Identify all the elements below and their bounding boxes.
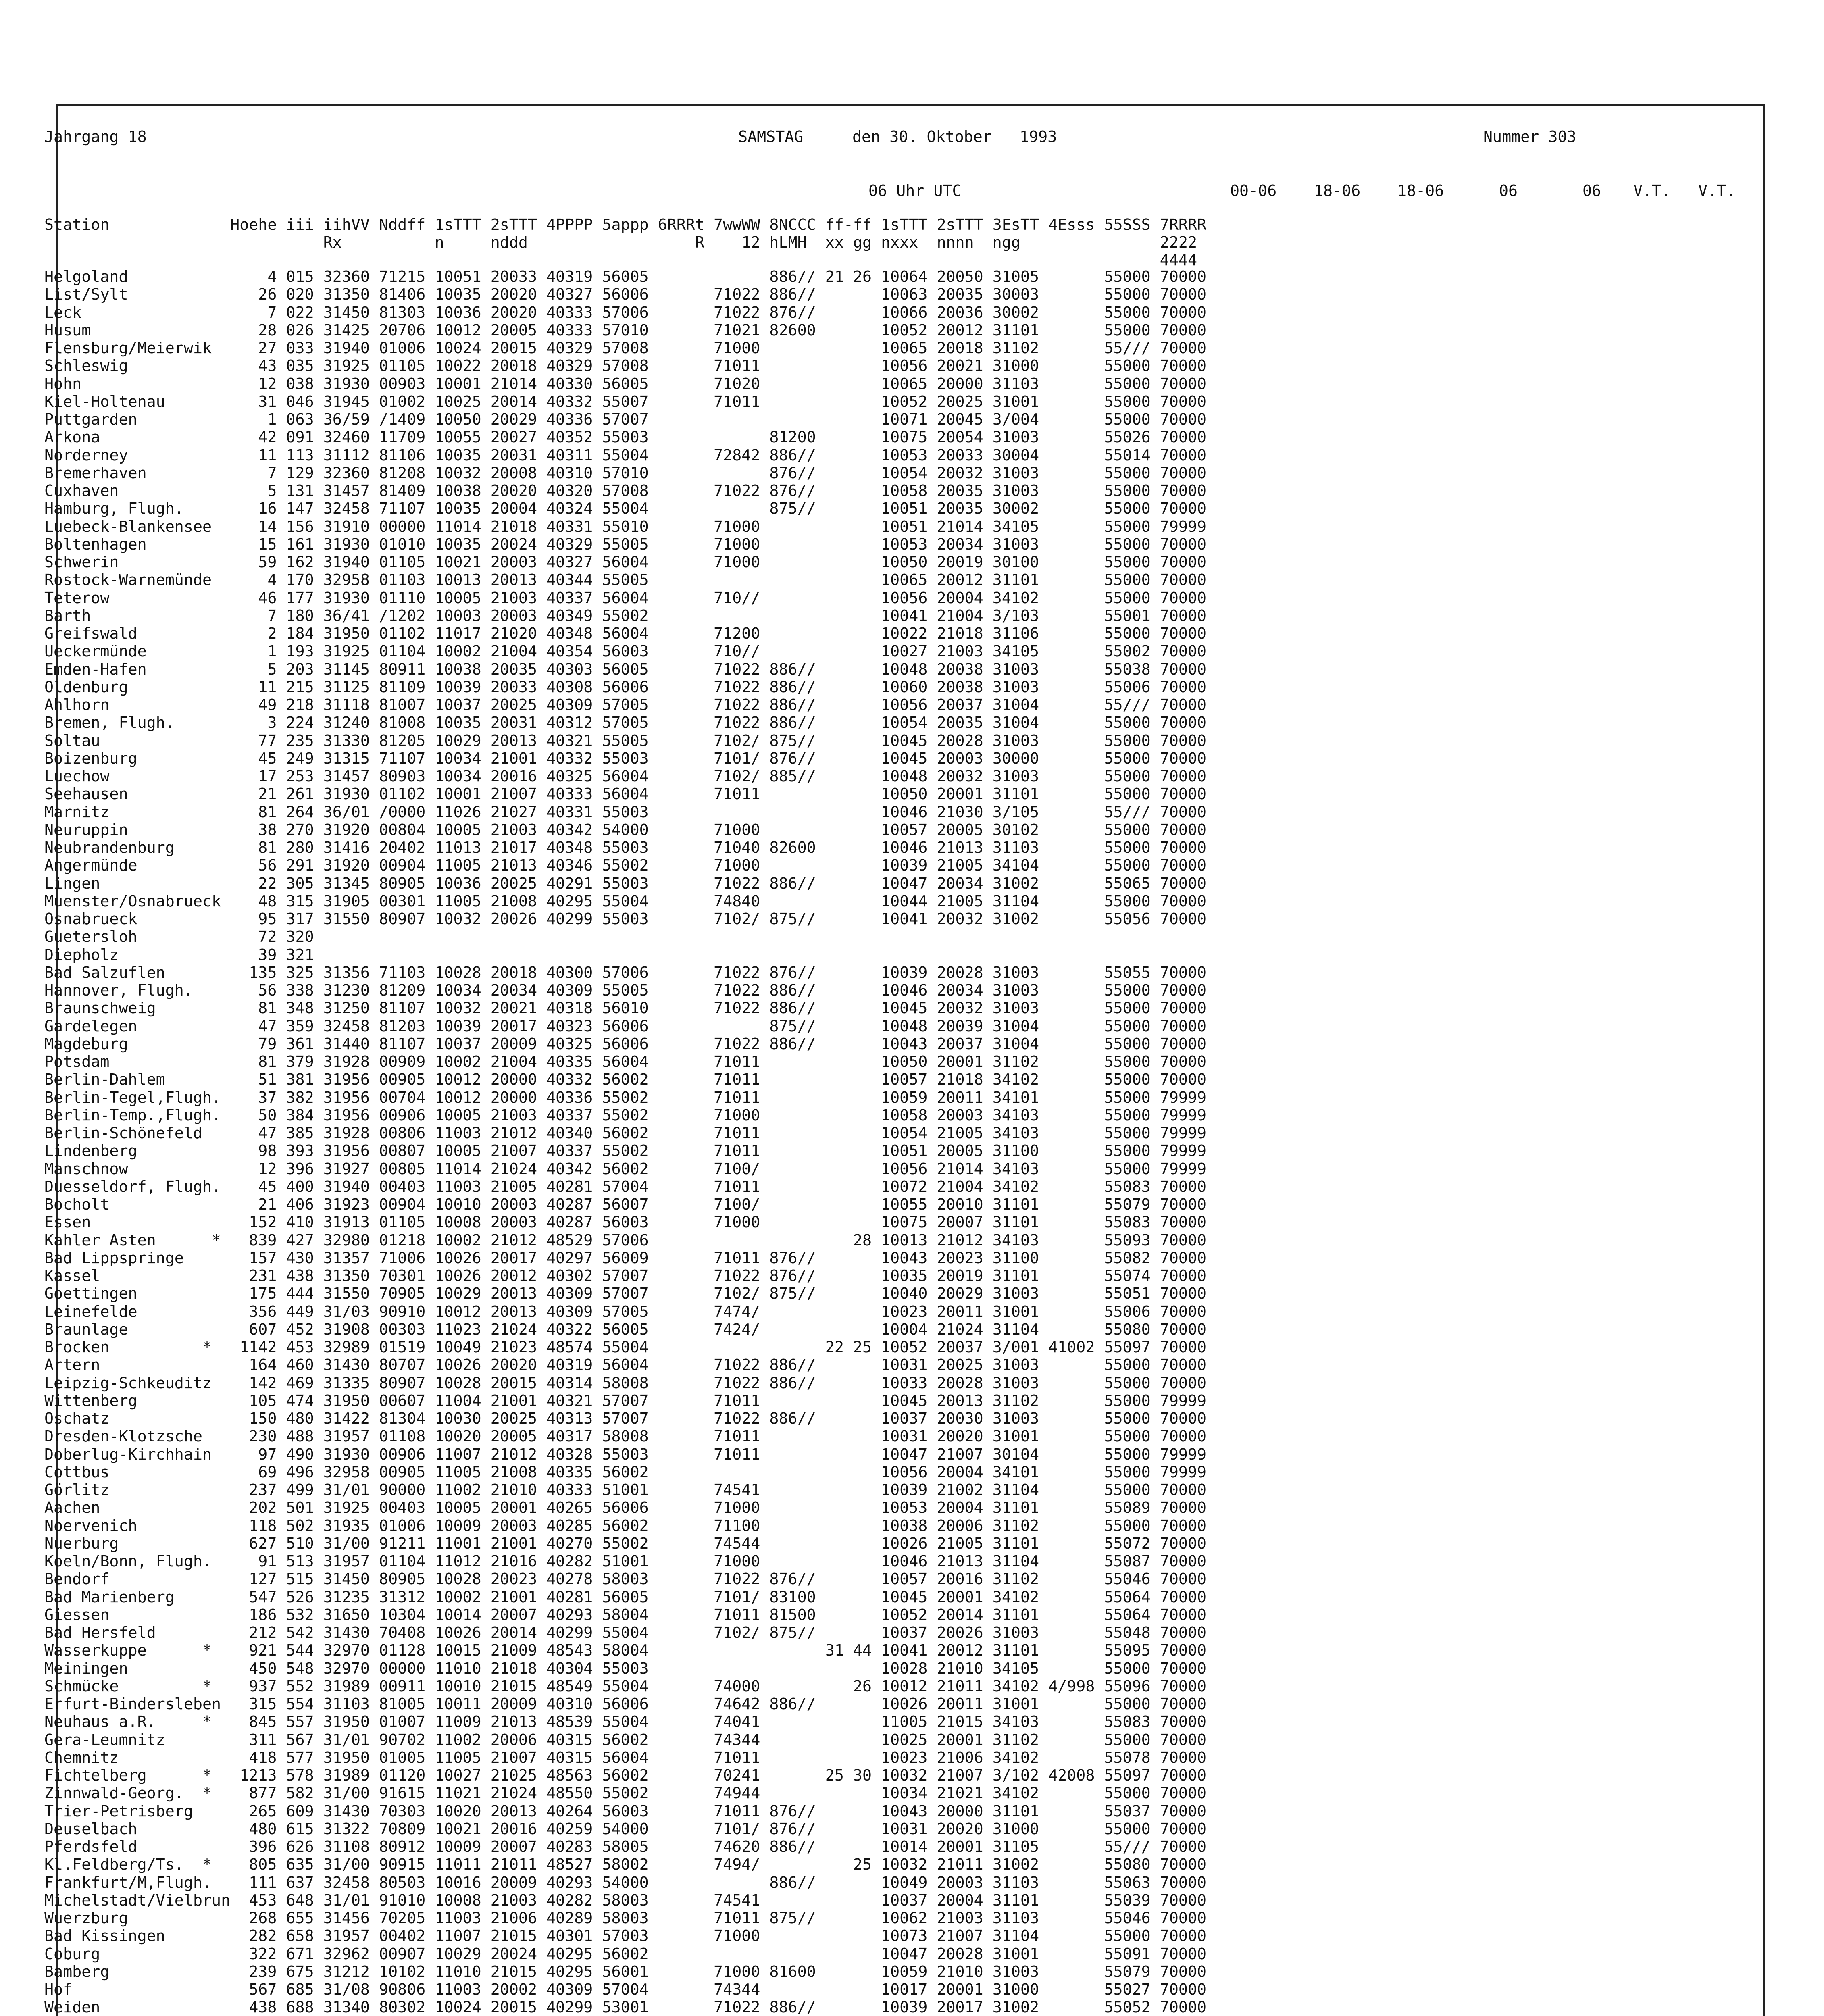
table-row: Muenster/Osnabrueck 48 315 31905 00301 11005 21008 40295 55004 74840 10044 21005 31104 55000 70000 xyxy=(44,892,1207,910)
column-header-row: Rx n nddd R 12 hLMH xx gg nxxx nnnn ngg 2222 xyxy=(44,233,1197,252)
table-row: Frankfurt/M,Flugh. 111 637 32458 80503 10016 20009 40293 54000 886// 10049 20003 31103 55063 70000 xyxy=(44,1873,1207,1892)
table-row: Kl.Feldberg/Ts. * 805 635 31/00 90915 11011 21011 48527 58002 7494/ 25 10032 21011 31002 55080 70000 xyxy=(44,1856,1207,1874)
table-row: Schmücke * 937 552 31989 00911 10010 21015 48549 55004 74000 26 10012 21011 34102 4/998 55096 70000 xyxy=(44,1677,1207,1695)
table-row: Soltau 77 235 31330 81205 10029 20013 40321 55005 7102/ 875// 10045 20028 31003 55000 70000 xyxy=(44,731,1207,750)
table-row: Lingen 22 305 31345 80905 10036 20025 40291 55003 71022 886// 10047 20034 31002 55065 70000 xyxy=(44,874,1207,893)
table-row: Bremerhaven 7 129 32360 81208 10032 20008 40310 57010 876// 10054 20032 31003 55000 70000 xyxy=(44,464,1207,482)
table-row: Wuerzburg 268 655 31456 70205 11003 21006 40289 58003 71011 875// 10062 21003 31103 55046 70000 xyxy=(44,1909,1207,1927)
table-row: Noervenich 118 502 31935 01006 10009 20003 40285 56002 71100 10038 20006 31102 55000 70000 xyxy=(44,1516,1207,1535)
table-row: Hannover, Flugh. 56 338 31230 81209 10034 20034 40309 55005 71022 886// 10046 20034 31003 55000 70000 xyxy=(44,981,1207,1000)
table-row: Marnitz 81 264 36/01 /0000 11026 21027 40331 55003 10046 21030 3/105 55/// 70000 xyxy=(44,803,1207,821)
table-row: Neubrandenburg 81 280 31416 20402 11013 21017 40348 55003 71040 82600 10046 21013 31103 55000 70000 xyxy=(44,839,1207,857)
table-row: Flensburg/Meierwik 27 033 31940 01006 10024 20015 40329 57008 71000 10065 20018 31102 55/// 70000 xyxy=(44,339,1207,357)
table-row: Bad Salzuflen 135 325 31356 71103 10028 20018 40300 57006 71022 876// 10039 20028 31003 55055 70000 xyxy=(44,963,1207,982)
obs-time-label: 06 Uhr UTC xyxy=(868,182,962,200)
table-row: Schleswig 43 035 31925 01105 10022 20018 40329 57008 71011 10056 20021 31000 55000 70000 xyxy=(44,357,1207,375)
table-row: Wasserkuppe * 921 544 32970 01128 10015 21009 48543 58004 31 44 10041 20012 31101 55095 70000 xyxy=(44,1641,1207,1660)
table-row: Berlin-Tegel,Flugh. 37 382 31956 00704 10012 20000 40336 55002 71011 10059 20011 34101 55000 79999 xyxy=(44,1088,1207,1107)
table-row: Gardelegen 47 359 32458 81203 10039 20017 40323 56006 875// 10048 20039 31004 55000 70000 xyxy=(44,1017,1207,1035)
table-row: Bremen, Flugh. 3 224 31240 81008 10035 20031 40312 57005 71022 886// 10054 20035 31004 55000 70000 xyxy=(44,714,1207,732)
table-row: Ueckermünde 1 193 31925 01104 10002 21004 40354 56003 710// 10027 21003 34105 55002 70000 xyxy=(44,642,1207,661)
table-row: Cottbus 69 496 32958 00905 11005 21008 40335 56002 10056 20004 34101 55000 79999 xyxy=(44,1463,1207,1481)
table-row: Berlin-Temp.,Flugh. 50 384 31956 00906 10005 21003 40337 55002 71000 10058 20003 34103 55000 79999 xyxy=(44,1106,1207,1125)
table-row: Emden-Hafen 5 203 31145 80911 10038 20035 40303 56005 71022 886// 10048 20038 31003 55038 70000 xyxy=(44,660,1207,679)
table-row: List/Sylt 26 020 31350 81406 10035 20020 40327 56006 71022 886// 10063 20035 30003 55000 70000 xyxy=(44,285,1207,304)
report-header xyxy=(44,128,1576,146)
table-row: Giessen 186 532 31650 10304 10014 20007 40293 58004 71011 81500 10052 20014 31101 55064 70000 xyxy=(44,1606,1207,1624)
table-row: Arkona 42 091 32460 11709 10055 20027 40352 55003 81200 10075 20054 31003 55026 70000 xyxy=(44,428,1207,447)
table-row: Ahlhorn 49 218 31118 81007 10037 20025 40309 57005 71022 886// 10056 20037 31004 55/// 70000 xyxy=(44,696,1207,714)
column-header-row: 4444 xyxy=(44,251,1197,269)
table-row: Husum 28 026 31425 20706 10012 20005 40333 57010 71021 82600 10052 20012 31101 55000 70000 xyxy=(44,321,1207,339)
table-row: Neuhaus a.R. * 845 557 31950 01007 11009 21013 48539 55004 74041 11005 21015 34103 55083 70000 xyxy=(44,1713,1207,1731)
table-row: Bendorf 127 515 31450 80905 10028 20023 40278 58003 71022 876// 10057 20016 31102 55046 70000 xyxy=(44,1570,1207,1589)
table-row: Hof 567 685 31/08 90806 11003 20002 40309 57004 74344 10017 20001 31000 55027 70000 xyxy=(44,1981,1207,1999)
table-row: Lindenberg 98 393 31956 00807 10005 21007 40337 55002 71011 10051 20005 31100 55000 79999 xyxy=(44,1142,1207,1160)
table-row: Manschnow 12 396 31927 00805 11014 21024 40342 56002 7100/ 10056 21014 34103 55000 79999 xyxy=(44,1160,1207,1178)
table-row: Chemnitz 418 577 31950 01005 11005 21007 40315 56004 71011 10023 21006 34102 55078 70000 xyxy=(44,1748,1207,1767)
table-row: Zinnwald-Georg. * 877 582 31/00 91615 11021 21024 48550 55002 74944 10034 21021 34102 55000 70000 xyxy=(44,1784,1207,1803)
table-row: Luechow 17 253 31457 80903 10034 20016 40325 56004 7102/ 885// 10048 20032 31003 55000 70000 xyxy=(44,767,1207,785)
table-row: Fichtelberg * 1213 578 31989 01120 10027 21025 48563 56002 70241 25 30 10032 21007 3/102 42008 55097 70000 xyxy=(44,1766,1207,1785)
table-row: Wittenberg 105 474 31950 00607 11004 21001 40321 57007 71011 10045 20013 31102 55000 79999 xyxy=(44,1391,1207,1410)
table-row: Coburg 322 671 32962 00907 10029 20024 40295 56002 10047 20028 31001 55091 70000 xyxy=(44,1945,1207,1963)
table-row: Duesseldorf, Flugh. 45 400 31940 00403 11003 21005 40281 57004 71011 10072 21004 34102 55083 70000 xyxy=(44,1177,1207,1196)
table-row: Boltenhagen 15 161 31930 01010 10035 20024 40329 55005 71000 10053 20034 31003 55000 70000 xyxy=(44,535,1207,554)
table-row: Weiden 438 688 31340 80302 10024 20015 40299 53001 71022 886// 10039 20017 31002 55052 70000 xyxy=(44,1998,1207,2016)
table-row: Koeln/Bonn, Flugh. 91 513 31957 01104 11012 21016 40282 51001 71000 10046 21013 31104 55087 70000 xyxy=(44,1552,1207,1570)
vt-label-1: V.T. xyxy=(1633,182,1671,200)
table-row: Meiningen 450 548 32970 00000 11010 21018 40304 55003 10028 21010 34105 55000 70000 xyxy=(44,1659,1207,1678)
table-row: Rostock-Warnemünde 4 170 32958 01103 10013 20013 40344 55005 10065 20012 31101 55000 70000 xyxy=(44,571,1207,589)
table-row: Puttgarden 1 063 36/59 /1409 10050 20029 40336 57007 10071 20045 3/004 55000 70000 xyxy=(44,410,1207,429)
table-row: Potsdam 81 379 31928 00909 10002 21004 40335 56004 71011 10050 20001 31102 55000 70000 xyxy=(44,1053,1207,1071)
table-row: Bad Marienberg 547 526 31235 31312 10002 21001 40281 56005 7101/ 83100 10045 20001 34102 55064 70000 xyxy=(44,1588,1207,1606)
table-row: Greifswald 2 184 31950 01102 11017 21020 40348 56004 71200 10022 21018 31106 55000 70000 xyxy=(44,625,1207,643)
table-row: Goettingen 175 444 31550 70905 10029 20013 40309 57007 7102/ 875// 10040 20029 31003 55051 70000 xyxy=(44,1285,1207,1303)
table-row: Berlin-Schönefeld 47 385 31928 00806 11003 21012 40340 56002 71011 10054 21005 34103 55000 79999 xyxy=(44,1124,1207,1142)
period-06-a: 06 xyxy=(1499,182,1518,200)
table-row: Braunlage 607 452 31908 00303 11023 21024 40322 56005 7424/ 10004 21024 31104 55080 70000 xyxy=(44,1320,1207,1339)
table-row: Erfurt-Bindersleben 315 554 31103 81005 10011 20009 40310 56006 74642 886// 10026 20011 31001 55000 70000 xyxy=(44,1695,1207,1713)
table-row: Bamberg 239 675 31212 10102 11010 21015 40295 56001 71000 81600 10059 21010 31003 55079 70000 xyxy=(44,1962,1207,1981)
table-row: Doberlug-Kirchhain 97 490 31930 00906 11007 21012 40328 55003 71011 10047 21007 30104 55000 79999 xyxy=(44,1445,1207,1464)
table-row: Essen 152 410 31913 01105 10008 20003 40287 56003 71000 10075 20007 31101 55083 70000 xyxy=(44,1213,1207,1232)
table-row: Neuruppin 38 270 31920 00804 10005 21003 40342 54000 71000 10057 20005 30102 55000 70000 xyxy=(44,821,1207,839)
table-row: Brocken * 1142 453 32989 01519 10049 21023 48574 55004 22 25 10052 20037 3/001 41002 55097 70000 xyxy=(44,1338,1207,1356)
table-row: Bocholt 21 406 31923 00904 10010 20003 40287 56007 7100/ 10055 20010 31101 55079 70000 xyxy=(44,1195,1207,1214)
table-row: Michelstadt/Vielbrun 453 648 31/01 91010 10008 21003 40282 58003 74541 10037 20004 31101 55039 70000 xyxy=(44,1891,1207,1910)
table-row: Schwerin 59 162 31940 01105 10021 20003 40327 56004 71000 10050 20019 30100 55000 70000 xyxy=(44,553,1207,571)
table-row: Hamburg, Flugh. 16 147 32458 71107 10035 20004 40324 55004 875// 10051 20035 30002 55000 70000 xyxy=(44,500,1207,518)
table-row: Görlitz 237 499 31/01 90000 11002 21010 40333 51001 74541 10039 21002 31104 55000 70000 xyxy=(44,1481,1207,1499)
table-row: Magdeburg 79 361 31440 81107 10037 20009 40325 56006 71022 886// 10043 20037 31004 55000 70000 xyxy=(44,1035,1207,1053)
column-header-row: Station Hoehe iii iihVV Nddff 1sTTT 2sTTT 4PPPP 5appp 6RRRt 7wwWW 8NCCC ff-ff 1sTTT 2sTTT 3EsTT 4Esss 55SSS 7RRRR xyxy=(44,216,1207,234)
table-row: Kahler Asten * 839 427 32980 01218 10002 21012 48529 57006 28 10013 21012 34103 55093 70000 xyxy=(44,1231,1207,1250)
jahrgang-label: Jahrgang 18 xyxy=(44,128,147,146)
table-row: Deuselbach 480 615 31322 70809 10021 20016 40259 54000 7101/ 876// 10031 20020 31000 55000 70000 xyxy=(44,1820,1207,1838)
table-row: Oldenburg 11 215 31125 81109 10039 20033 40308 56006 71022 886// 10060 20038 31003 55006 70000 xyxy=(44,678,1207,696)
table-row: Angermünde 56 291 31920 00904 11005 21013 40346 55002 71000 10039 21005 34104 55000 70000 xyxy=(44,856,1207,875)
table-row: Kiel-Holtenau 31 046 31945 01002 10025 20014 40332 55007 71011 10052 20025 31001 55000 70000 xyxy=(44,392,1207,411)
table-row: Oschatz 150 480 31422 81304 10030 20025 40313 57007 71022 886// 10037 20030 31003 55000 70000 xyxy=(44,1410,1207,1428)
table-row: Leinefelde 356 449 31/03 90910 10012 20013 40309 57005 7474/ 10023 20011 31001 55006 70000 xyxy=(44,1302,1207,1321)
table-row: Barth 7 180 36/41 /1202 10003 20003 40349 55002 10041 21004 3/103 55001 70000 xyxy=(44,606,1207,625)
weekday-label: SAMSTAG xyxy=(738,128,804,146)
date-label: den 30. Oktober 1993 xyxy=(852,128,1057,146)
table-row: Leipzig-Schkeuditz 142 469 31335 80907 10028 20015 40314 58008 71022 886// 10033 20028 31003 55000 70000 xyxy=(44,1374,1207,1392)
period-18-06-b: 18-06 xyxy=(1397,182,1444,200)
table-row: Boizenburg 45 249 31315 71107 10034 21001 40332 55003 7101/ 876// 10045 20003 30000 55000 70000 xyxy=(44,749,1207,768)
table-row: Berlin-Dahlem 51 381 31956 00905 10012 20000 40332 56002 71011 10057 21018 34102 55000 70000 xyxy=(44,1070,1207,1089)
table-row: Norderney 11 113 31112 81106 10035 20031 40311 55004 72842 886// 10053 20033 30004 55014 70000 xyxy=(44,446,1207,464)
issue-number: Nummer 303 xyxy=(1483,128,1576,146)
period-18-06-a: 18-06 xyxy=(1314,182,1361,200)
period-00-06: 00-06 xyxy=(1230,182,1277,200)
vt-label-2: V.T. xyxy=(1698,182,1736,200)
table-row: Aachen 202 501 31925 00403 10005 20001 40265 56006 71000 10053 20004 31101 55089 70000 xyxy=(44,1499,1207,1517)
table-row: Gera-Leumnitz 311 567 31/01 90702 11002 20006 40315 56002 74344 10025 20001 31102 55000 70000 xyxy=(44,1731,1207,1749)
table-row: Pferdsfeld 396 626 31108 80912 10009 20007 40283 58005 74620 886// 10014 20001 31105 55/// 70000 xyxy=(44,1838,1207,1856)
table-row: Leck 7 022 31450 81303 10036 20020 40333 57006 71022 876// 10066 20036 30002 55000 70000 xyxy=(44,303,1207,322)
table-row: Trier-Petrisberg 265 609 31430 70303 10020 20013 40264 56003 71011 876// 10043 20000 31101 55037 70000 xyxy=(44,1802,1207,1820)
table-row: Diepholz 39 321 xyxy=(44,946,314,964)
table-row: Seehausen 21 261 31930 01102 10001 21007 40333 56004 71011 10050 20001 31101 55000 70000 xyxy=(44,785,1207,804)
table-row: Luebeck-Blankensee 14 156 31910 00000 11014 21018 40331 55010 71000 10051 21014 34105 55000 79999 xyxy=(44,517,1207,536)
table-row: Bad Hersfeld 212 542 31430 70408 10026 20014 40299 55004 7102/ 875// 10037 20026 31003 55048 70000 xyxy=(44,1624,1207,1642)
table-row: Nuerburg 627 510 31/00 91211 11001 21001 40270 55002 74544 10026 21005 31101 55072 70000 xyxy=(44,1534,1207,1553)
table-row: Bad Lippspringe 157 430 31357 71006 10026 20017 40297 56009 71011 876// 10043 20023 31100 55082 70000 xyxy=(44,1249,1207,1267)
table-row: Bad Kissingen 282 658 31957 00402 11007 21015 40301 57003 71000 10073 21007 31104 55000 70000 xyxy=(44,1927,1207,1945)
table-row: Hohn 12 038 31930 00903 10001 21014 40330 56005 71020 10065 20000 31103 55000 70000 xyxy=(44,375,1207,393)
table-row: Helgoland 4 015 32360 71215 10051 20033 40319 56005 886// 21 26 10064 20050 31005 55000 70000 xyxy=(44,268,1207,286)
period-06-b: 06 xyxy=(1582,182,1601,200)
table-row: Osnabrueck 95 317 31550 80907 10032 20026 40299 55003 7102/ 875// 10041 20032 31002 55056 70000 xyxy=(44,910,1207,928)
table-row: Artern 164 460 31430 80707 10026 20020 40319 56004 71022 886// 10031 20025 31003 55000 70000 xyxy=(44,1356,1207,1375)
table-row: Cuxhaven 5 131 31457 81409 10038 20020 40320 57008 71022 876// 10058 20035 31003 55000 70000 xyxy=(44,482,1207,500)
table-row: Dresden-Klotzsche 230 488 31957 01108 10020 20005 40317 58008 71011 10031 20020 31001 55000 70000 xyxy=(44,1427,1207,1446)
table-row: Braunschweig 81 348 31250 81107 10032 20021 40318 56010 71022 886// 10045 20032 31003 55000 70000 xyxy=(44,999,1207,1018)
table-row: Teterow 46 177 31930 01110 10005 21003 40337 56004 710// 10056 20004 34102 55000 70000 xyxy=(44,589,1207,607)
table-row: Kassel 231 438 31350 70301 10026 20012 40302 57007 71022 876// 10035 20019 31101 55074 70000 xyxy=(44,1267,1207,1285)
table-row: Guetersloh 72 320 xyxy=(44,928,314,946)
